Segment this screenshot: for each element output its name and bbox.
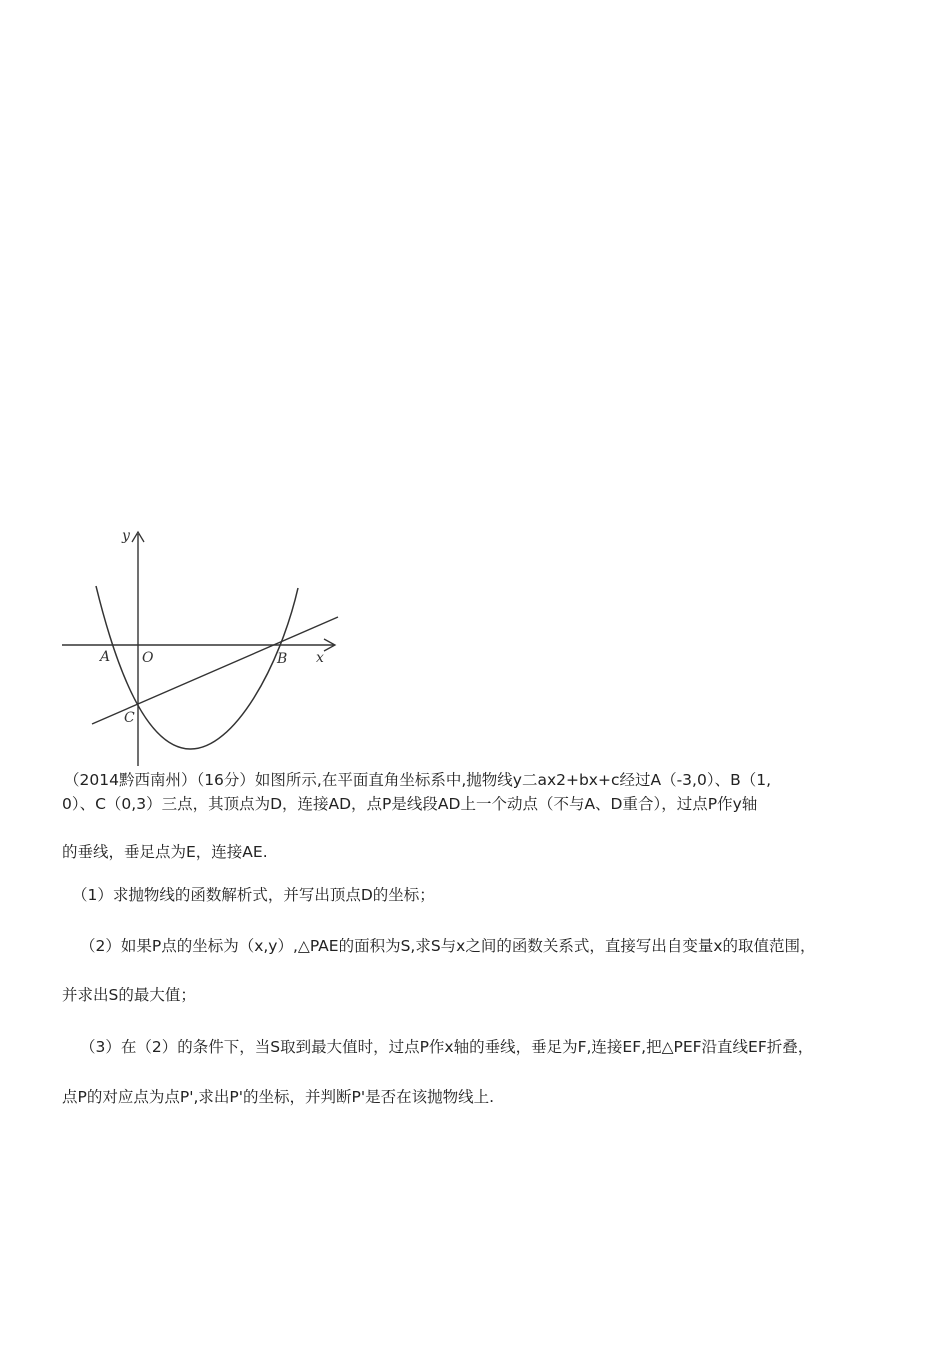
question-2-line-2: 并求出S的最大值； xyxy=(62,986,196,1004)
y-axis-label: y xyxy=(122,528,130,544)
origin-label: O xyxy=(142,650,154,666)
question-3-line-2: 点P的对应点为点P',求出P'的坐标，并判断P'是否在该抛物线上. xyxy=(62,1088,495,1106)
question-1-text: （1）求抛物线的函数解析式，并写出顶点D的坐标； xyxy=(72,886,435,904)
point-a-label: A xyxy=(100,649,111,665)
problem-intro xyxy=(62,768,872,864)
question-2-line-1: （2）如果P点的坐标为（x,y）,△PAE的面积为S,求S与x之间的函数关系式，直接写出自变量x的取值范围， xyxy=(80,937,816,955)
coordinate-figure xyxy=(58,526,346,770)
question-2 xyxy=(62,934,872,1007)
point-c-label: C xyxy=(124,710,135,726)
question-3 xyxy=(62,1035,872,1109)
intro-line-3: 的垂线，垂足点为E，连接AE. xyxy=(62,843,268,861)
intro-line-2: 0）、C（0,3）三点，其顶点为D，连接AD，点P是线段AD上一个动点（不与A、D重合），过点P作y轴 xyxy=(62,795,758,813)
question-3-line-1: （3）在（2）的条件下，当S取到最大值时，过点P作x轴的垂线，垂足为F,连接EF,把△PEF沿直线EF折叠， xyxy=(80,1038,814,1056)
parabola-graph xyxy=(58,526,346,770)
question-1 xyxy=(72,883,882,907)
intro-line-1: （2014黔西南州）（16分）如图所示,在平面直角坐标系中,抛物线y二ax2+bx+c经过A（-3,0）、B（1, xyxy=(64,771,772,789)
line-cb xyxy=(92,617,338,724)
x-axis-label: x xyxy=(316,650,324,666)
point-b-label: B xyxy=(277,651,288,667)
